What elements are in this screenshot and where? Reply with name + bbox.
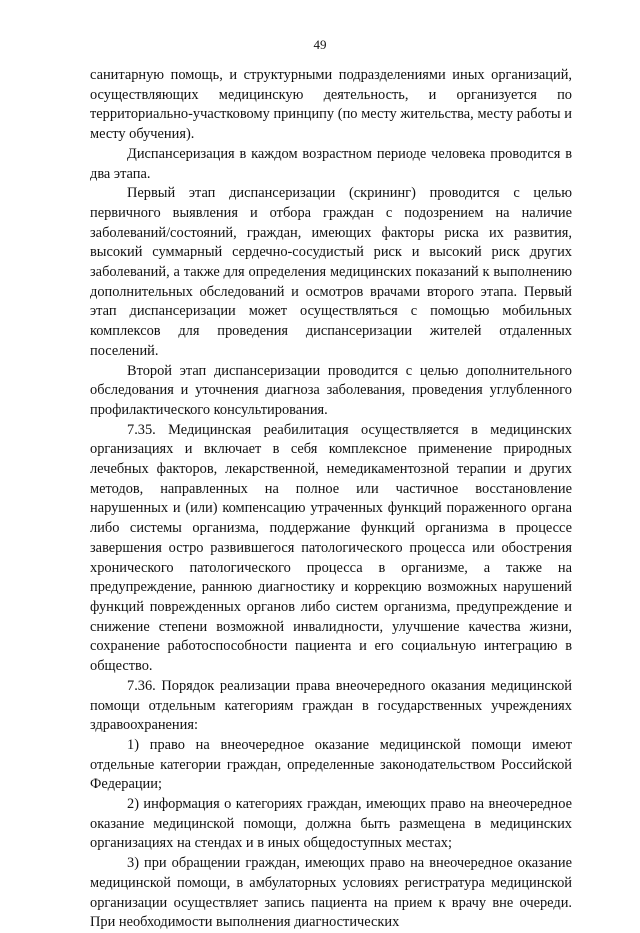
paragraph-first-stage: Первый этап диспансеризации (скрининг) проводится с целью первичного выявления и отбора граждан с подозрением на наличие заболеваний/состояний, граждан, имеющих факторы риска их развития, высокий суммарный сердечно-сосудистый риск и высокий риск других заболеваний, а также для определения медицинских показаний к выполнению дополнительных обследований и осмотров врачами второго этапа. Первый этап диспансеризации может осуществляться с помощью мобильных комплексов для проведения диспансеризации жителей отдаленных поселений. [90,185,572,359]
page-number: 49 [313,37,327,52]
paragraph-7-35: 7.35. Медицинская реабилитация осуществляется в медицинских организациях и включает в себя комплексное применение природных лечебных факторов, лекарственной, немедикаментозной терапии и других методов, направленных на полное или частичное восстановление нарушенных и (или) компенсацию утраченных функций пораженного органа либо системы организма, поддержание функций организма в процессе завершения остро развившегося патологического процесса или обострения хронического патологического процесса в организме, а также на предупреждение, раннюю диагностику и коррекцию возможных нарушений функций поврежденных органов либо систем организма, предупреждение и снижение степени возможной инвалидности, улучшение качества жизни, сохранение работоспособности пациента и его социальную интеграцию в общество. [90,421,572,675]
list-item-3: 3) при обращении граждан, имеющих право на внеочередное оказание медицинской помощи, в амбулаторных условиях регистратура медицинской организации осуществляет запись пациента на прием к врачу вне очереди. При необходимости выполнения диагностических [90,855,572,931]
paragraph-continuation: санитарную помощь, и структурными подразделениями иных организаций, осуществляющих медицинскую деятельность, и организуется по территориально-участковому принципу (по месту жительства, месту работы и месту обучения). [90,67,572,143]
list-item-1: 1) право на внеочередное оказание медицинской помощи имеют отдельные категории граждан, определенные законодательством Российской Федерации; [90,736,572,793]
paragraph-dispensary-stages: Диспансеризация в каждом возрастном периоде человека проводится в два этапа. [90,145,572,182]
page-body [90,66,572,933]
list-item-2: 2) информация о категориях граждан, имеющих право на внеочередное оказание медицинской помощи, должна быть размещена в медицинских организациях на стендах и в иных общедоступных местах; [90,796,572,852]
paragraph-7-36: 7.36. Порядок реализации права внеочередного оказания медицинской помощи отдельным категориям граждан в государственных учреждениях здравоохранения: [90,677,572,734]
paragraph-second-stage: Второй этап диспансеризации проводится с целью дополнительного обследования и уточнения диагноза заболевания, проведения углубленного профилактического консультирования. [90,362,572,418]
